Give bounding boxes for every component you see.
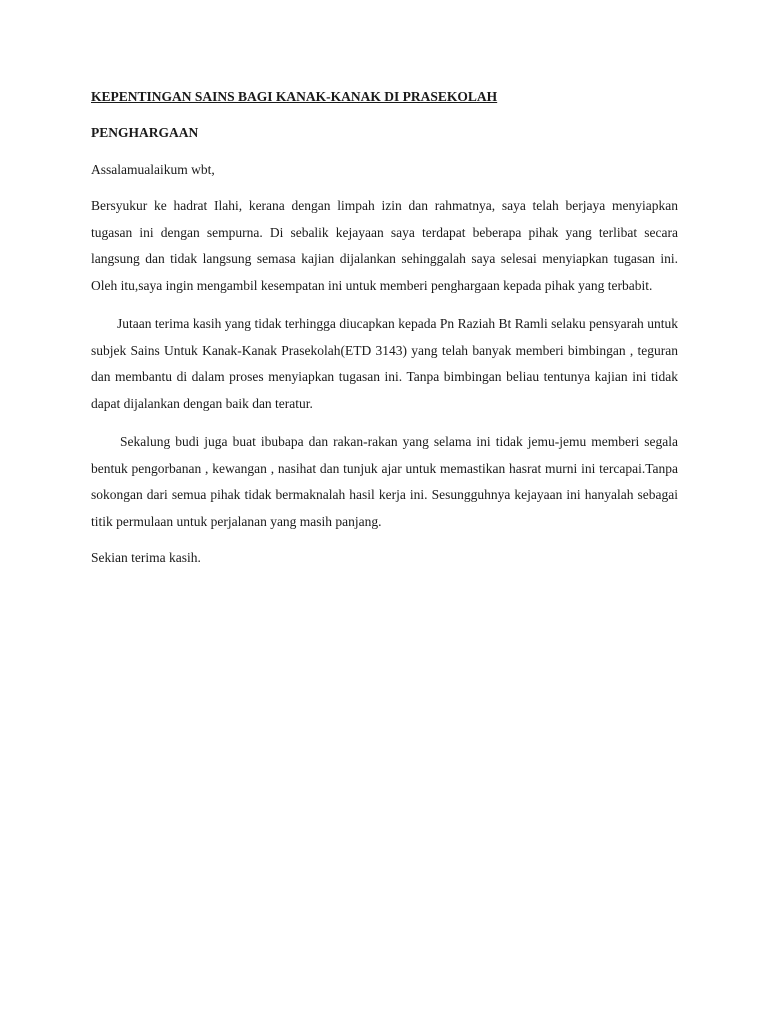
- paragraph-3: Sekalung budi juga buat ibubapa dan rakan-rakan yang selama ini tidak jemu-jemu memberi segala bentuk pengorbanan , kewangan , nasihat dan tunjuk ajar untuk memastikan hasrat murni ini tercapai.Tanpa sokongan dari semua pihak tidak bermaknalah hasil kerja ini. Sesungguhnya kejayaan ini hanyalah sebagai titik permulaan untuk perjalanan yang masih panjang.: [91, 434, 678, 529]
- document-title: KEPENTINGAN SAINS BAGI KANAK-KANAK DI PRASEKOLAH: [91, 89, 498, 104]
- section-heading: PENGHARGAAN: [91, 125, 199, 140]
- paragraph-1: Bersyukur ke hadrat Ilahi, kerana dengan limpah izin dan rahmatnya, saya telah berjaya menyiapkan tugasan ini dengan sempurna. Di sebalik kejayaan saya terdapat beberapa pihak yang terlibat secara langsung dan tidak langsung semasa kajian dijalankan sehinggalah saya selesai menyiapkan tugasan ini. Oleh itu,saya ingin mengambil kesempatan ini untuk memberi penghargaan kepada pihak yang terbabit.: [91, 198, 678, 293]
- document-page: [91, 88, 678, 567]
- paragraph-2: Jutaan terima kasih yang tidak terhingga diucapkan kepada Pn Raziah Bt Ramli selaku pensyarah untuk subjek Sains Untuk Kanak-Kanak Prasekolah(ETD 3143) yang telah banyak memberi bimbingan , teguran dan membantu di dalam proses menyiapkan tugasan ini. Tanpa bimbingan beliau tentunya kajian ini tidak dapat dijalankan dengan baik dan teratur.: [91, 316, 678, 411]
- greeting-line: Assalamualaikum wbt,: [91, 162, 215, 177]
- closing-line: Sekian terima kasih.: [91, 550, 201, 565]
